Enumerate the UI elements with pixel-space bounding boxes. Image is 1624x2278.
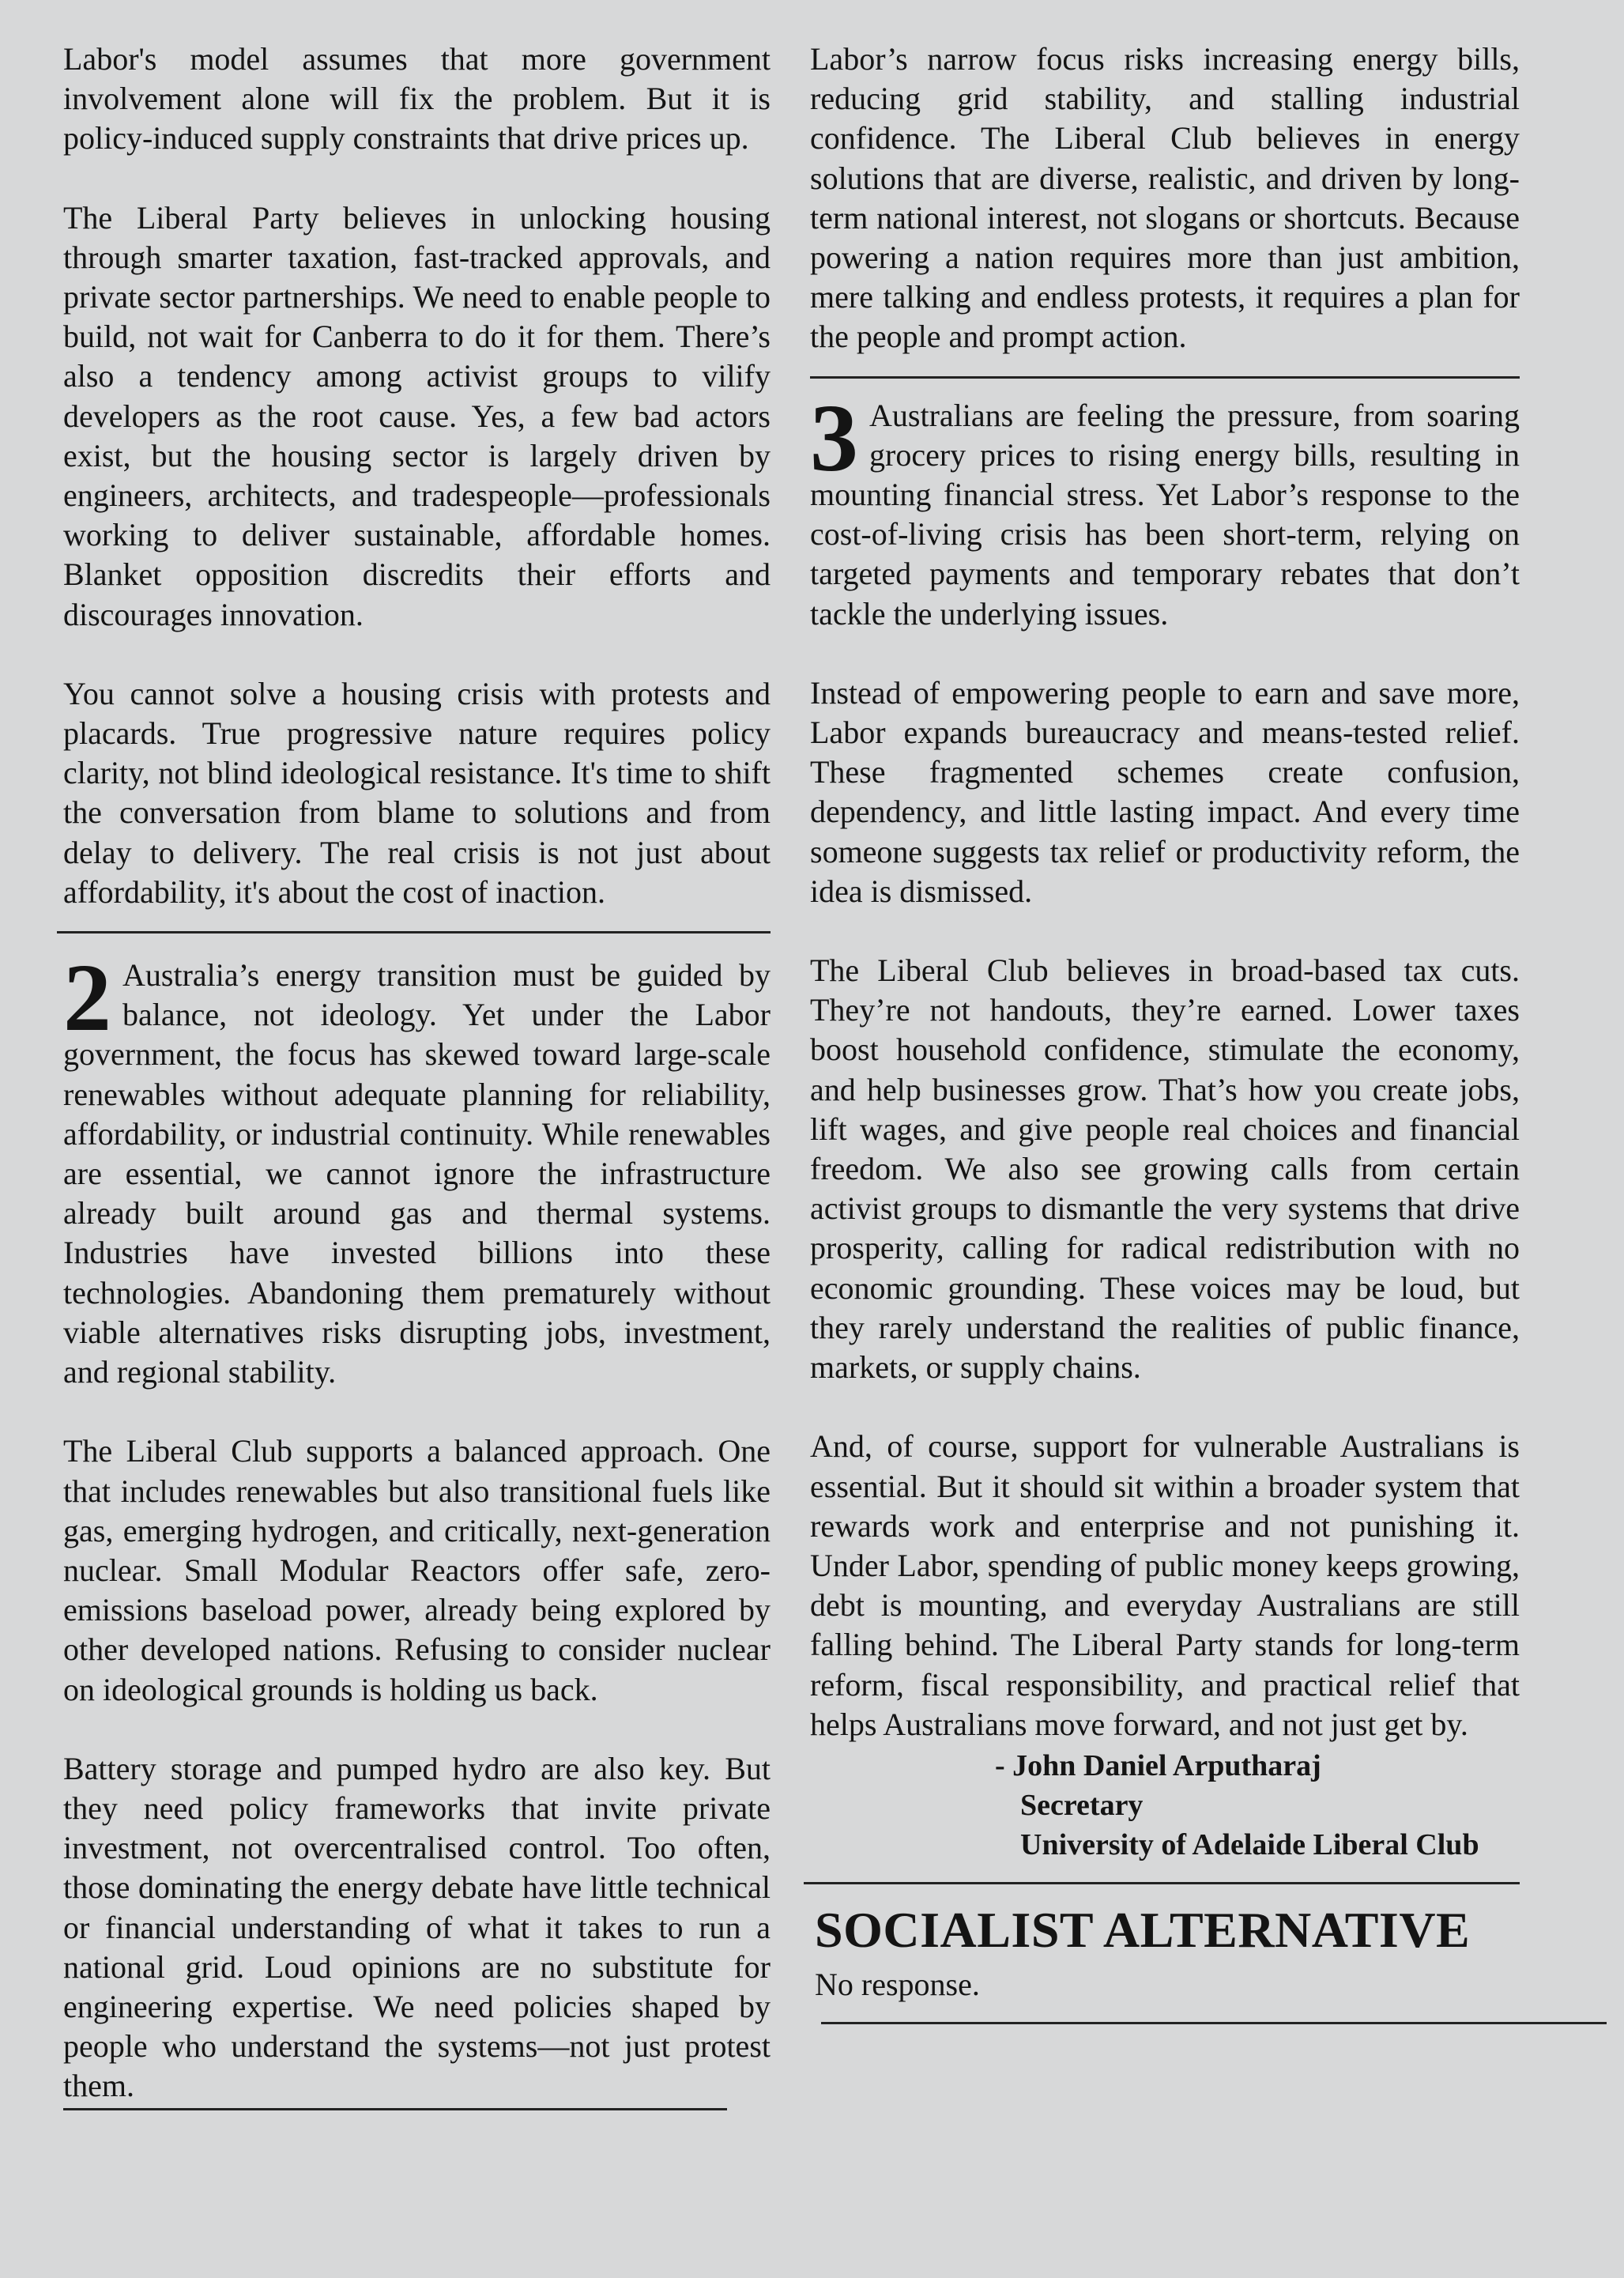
socialist-alternative-heading: SOCIALIST ALTERNATIVE [815, 1901, 1471, 1958]
section-number-3: 3 [810, 384, 858, 492]
cost-paragraph-1: Australians are feeling the pressure, from soaring grocery prices to rising energy bills, resulting in mounting financial stress. Yet Labor’s response to the cost-of-living crisis has been short-term, relying on targeted payments and temporary rebates that don’t tackle the underlying issues. [810, 397, 1520, 632]
column-end-rule [63, 2108, 727, 2110]
housing-paragraph-3: You cannot solve a housing crisis with protests and placards. True progressive nature requires policy clarity, not blind ideological resistance. It's time to shift the conversation from blame to solutions and from delay to delivery. The real crisis is not just about affordability, it's about the cost of inaction. [63, 675, 771, 910]
signature-role: Secretary [1020, 1788, 1144, 1822]
energy-paragraph-2: The Liberal Club supports a balanced approach. One that includes renewables but also transitional fuels like gas, emerging hydrogen, and critically, next-generation nuclear. Small Modular Reactors offer safe, zero-emissions baseload power, already being explored by other developed nations. Refusing to consider nuclear on ideological grounds is holding us back. [63, 1433, 771, 1707]
section-3-cost-of-living [810, 384, 1520, 634]
signature-org: University of Adelaide Liberal Club [1020, 1827, 1479, 1861]
left-column [63, 40, 771, 2110]
energy-paragraph-3: Battery storage and pumped hydro are also key. But they need policy frameworks that invite private investment, not overcentralised control. Too often, those dominating the energy debate have little technical or financial understanding of what it takes to run a national grid. Loud opinions are no substitute for engineering expertise. We need policies shaped by people who understand the systems—not just protest them. [63, 1750, 771, 2104]
section-divider [804, 1882, 1520, 1884]
section-2-energy [63, 945, 771, 1392]
section-divider [57, 931, 771, 933]
signature-block [995, 1746, 1520, 1865]
section-divider [810, 376, 1520, 379]
housing-paragraph-2: The Liberal Party believes in unlocking housing through smarter taxation, fast-tracked approvals, and private sector partnerships. We need to enable people to build, not wait for Canberra to do it for them. There’s also a tendency among activist groups to vilify developers as the root cause. Yes, a few bad actors exist, but the housing sector is largely driven by engineers, architects, and tradespeople—professionals working to deliver sustainable, affordable homes. Blanket opposition discredits their efforts and discourages innovation. [63, 199, 771, 632]
signature-name: - John Daniel Arputharaj [995, 1748, 1321, 1782]
column-end-rule [821, 2022, 1607, 2024]
section-number-2: 2 [63, 945, 111, 1052]
energy-paragraph-1: Australia’s energy transition must be guided by balance, not ideology. Yet under the Labor government, the focus has skewed toward large-scale renewables without adequate planning for reliability, affordability, or industrial continuity. While renewables are essential, we cannot ignore the infrastructure already built around gas and thermal systems. Industries have invested billions into these technologies. Abandoning them prematurely without viable alternatives risks disrupting jobs, investment, and regional stability. [63, 957, 771, 1390]
energy-paragraph-4: Labor’s narrow focus risks increasing energy bills, reducing grid stability, and stalling industrial confidence. The Liberal Club believes in energy solutions that are diverse, realistic, and driven by long-term national interest, not slogans or shortcuts. Because powering a nation requires more than just ambition, mere talking and endless protests, it requires a plan for the people and prompt action. [810, 41, 1520, 355]
housing-paragraph-1: Labor's model assumes that more government involvement alone will fix the problem. But it is policy-induced supply constraints that drive prices up. [63, 41, 771, 157]
cost-paragraph-4: And, of course, support for vulnerable Australians is essential. But it should sit within a broader system that rewards work and enterprise and not punishing it. Under Labor, spending of public money keeps growing, debt is mounting, and everyday Australians are still falling behind. The Liberal Party stands for long-term reform, fiscal responsibility, and practical relief that helps Australians move forward, and not just get by. [810, 1428, 1520, 1742]
cost-paragraph-3: The Liberal Club believes in broad-based tax cuts. They’re not handouts, they’re earned. Lower taxes boost household confidence, stimulate the economy, and help businesses grow. That’s how you create jobs, lift wages, and give people real choices and financial freedom. We also see growing calls from certain activist groups to dismantle the very systems that drive prosperity, calling for radical redistribution with no economic grounding. These voices may be loud, but they rarely understand the realities of public finance, markets, or supply chains. [810, 952, 1520, 1386]
right-column [810, 40, 1520, 2024]
socialist-alternative-response: No response. [815, 1966, 980, 2002]
cost-paragraph-2: Instead of empowering people to earn and save more, Labor expands bureaucracy and means-tested relief. These fragmented schemes create confusion, dependency, and little lasting impact. And every time someone suggests tax relief or productivity reform, the idea is dismissed. [810, 674, 1520, 909]
